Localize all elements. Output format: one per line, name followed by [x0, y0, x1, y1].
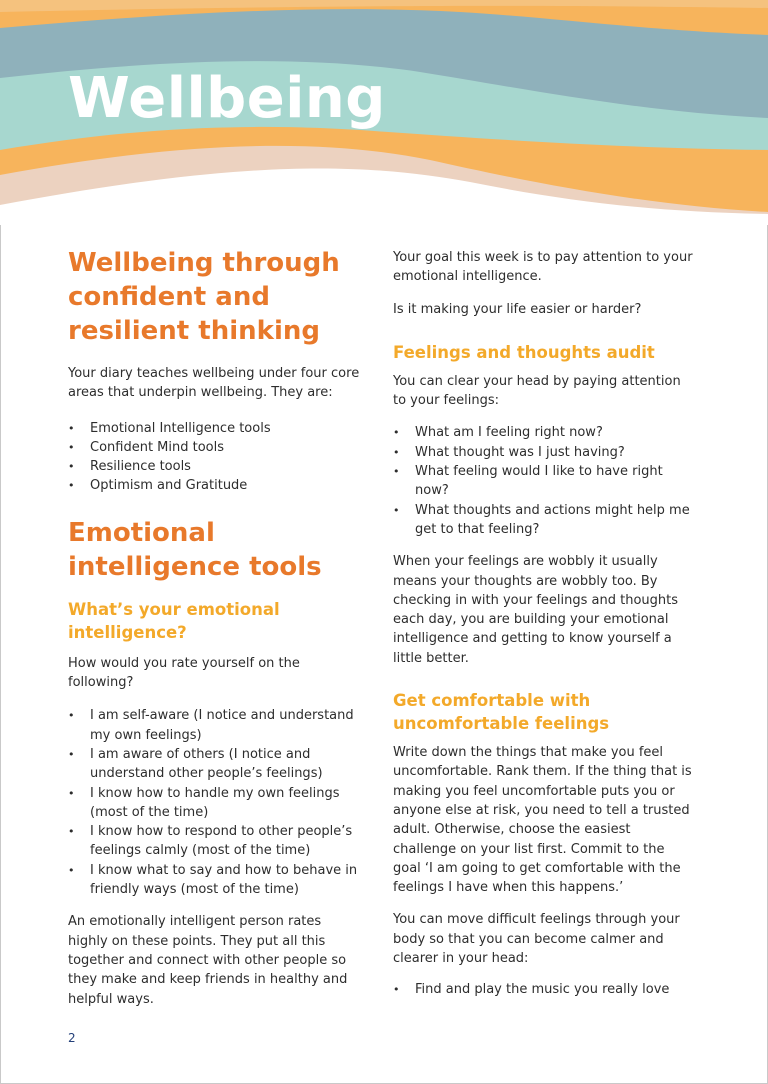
audit-closing-paragraph: When your feelings are wobbly it usually means your thoughts are wobbly too. By checking in with your feelings and thoughts each day, you are building your emotional intelligence and getting to know yourself a little better.	[393, 554, 679, 666]
header-banner	[0, 0, 768, 225]
list-item: • I know how to respond to other people’s feelings calmly (most of the time)	[68, 822, 363, 861]
core-areas-list	[68, 419, 363, 496]
list-item: • What thoughts and actions might help me get to that feeling?	[393, 501, 693, 540]
audit-list	[393, 423, 693, 539]
heading-feelings-audit: Feelings and thoughts audit	[393, 342, 655, 362]
list-item: • Find and play the music you really love	[393, 980, 693, 999]
list-item: • I am aware of others (I notice and understand other people’s feelings)	[68, 745, 363, 784]
list-item: • Optimism and Gratitude	[68, 476, 363, 495]
left-column	[68, 246, 363, 1009]
subheading-emotional-intelligence: What’s your emotional intelligence?	[68, 599, 280, 642]
page-title: Wellbeing	[68, 66, 386, 131]
list-item: • I am self-aware (I notice and understand my own feelings)	[68, 706, 363, 745]
list-item: • I know what to say and how to behave in friendly ways (most of the time)	[68, 861, 363, 900]
intro-paragraph: Your diary teaches wellbeing under four core areas that underpin wellbeing. They are:	[68, 366, 360, 401]
list-item: • Confident Mind tools	[68, 438, 363, 457]
list-item: • I know how to handle my own feelings (most of the time)	[68, 784, 363, 823]
list-item: • What thought was I just having?	[393, 443, 693, 462]
list-item: • What am I feeling right now?	[393, 423, 693, 442]
move-paragraph: You can move difficult feelings through your body so that you can become calmer and clearer in your head:	[393, 912, 680, 967]
heading-comfortable: Get comfortable with uncomfortable feelings	[393, 691, 610, 734]
question-paragraph: Is it making your life easier or harder?	[393, 301, 642, 317]
list-item: • Resilience tools	[68, 457, 363, 476]
goal-paragraph: Your goal this week is to pay attention to your emotional intelligence.	[393, 250, 693, 285]
move-list	[393, 980, 693, 999]
page-number: 2	[68, 1031, 76, 1045]
list-item: • Emotional Intelligence tools	[68, 419, 363, 438]
heading-wellbeing-thinking: Wellbeing through confident and resilient thinking	[68, 248, 340, 346]
rate-intro-paragraph: How would you rate yourself on the following?	[68, 655, 300, 691]
list-item: • What feeling would I like to have right now?	[393, 462, 693, 501]
heading-emotional-intelligence: Emotional intelligence tools	[68, 517, 322, 582]
right-column	[393, 246, 693, 1000]
comfort-paragraph: Write down the things that make you feel uncomfortable. Rank them. If the thing that is making you feel uncomfortable puts you or anyone else at risk, you need to tell a trusted adult. Otherwise, choose the easiest challenge on your list first. Commit to the goal ‘I am going to get comfortable with the feelings I have when this happens.’	[393, 745, 692, 896]
closing-paragraph: An emotionally intelligent person rates highly on these points. They put all this together and connect with other people so they make and keep friends in healthy and helpful ways.	[68, 914, 348, 1007]
audit-intro-paragraph: You can clear your head by paying attention to your feelings:	[393, 373, 681, 409]
rate-list	[68, 706, 363, 899]
